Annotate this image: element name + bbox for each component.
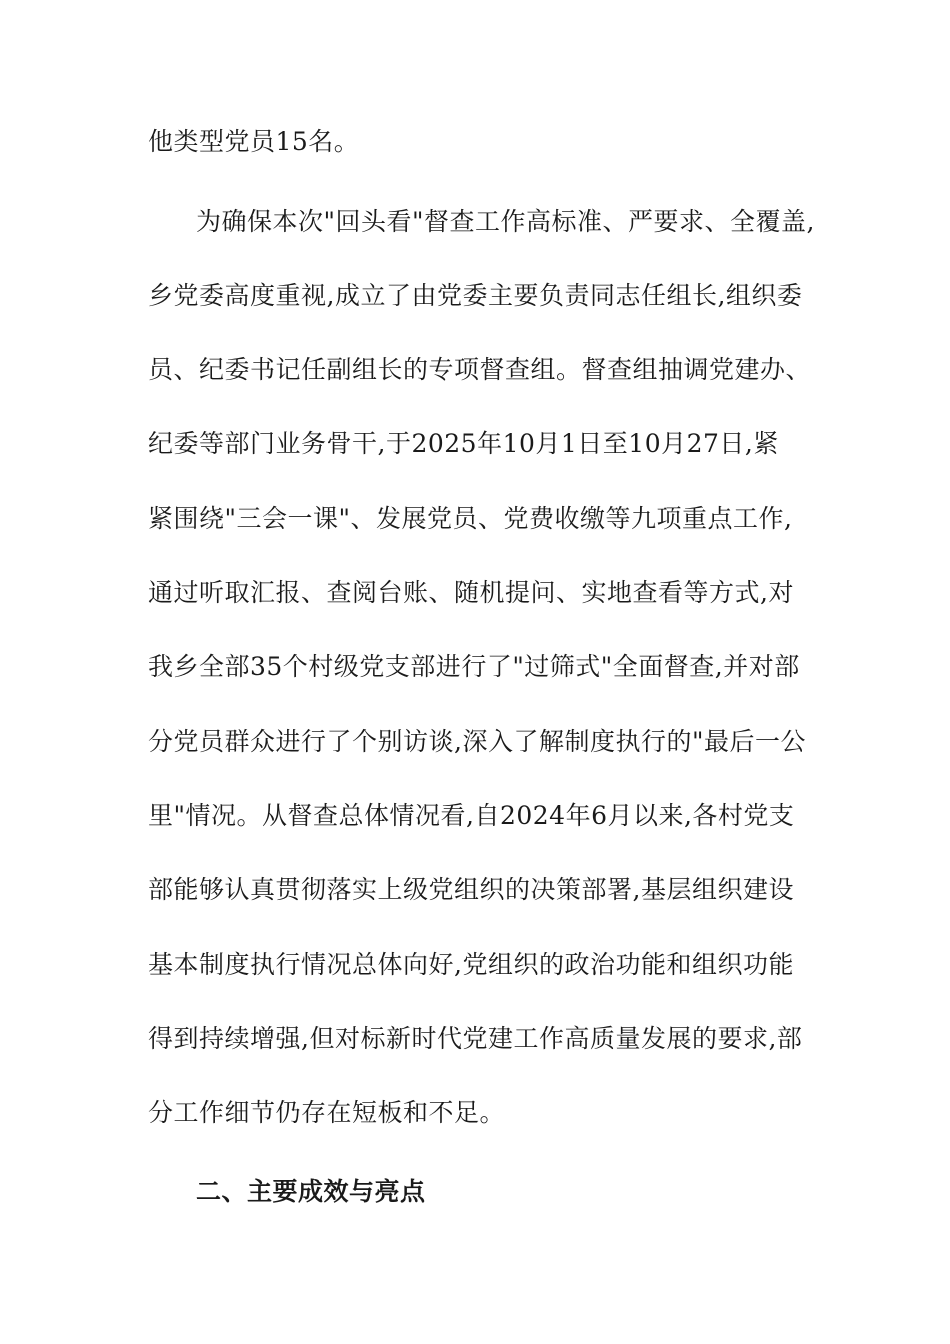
body-text-line: 我乡全部35个村级党支部进行了"过筛式"全面督查,并对部 <box>148 652 800 681</box>
body-text-line: 紧围绕"三会一课"、发展党员、党费收缴等九项重点工作, <box>148 504 793 533</box>
body-text-line: 他类型党员15名。 <box>148 127 360 156</box>
body-text-line: 乡党委高度重视,成立了由党委主要负责同志任组长,组织委 <box>148 281 803 310</box>
body-text-line: 通过听取汇报、查阅台账、随机提问、实地查看等方式,对 <box>148 578 794 607</box>
body-text-line: 得到持续增强,但对标新时代党建工作高质量发展的要求,部 <box>148 1024 803 1053</box>
body-text-line: 员、纪委书记任副组长的专项督查组。督查组抽调党建办、 <box>148 355 812 384</box>
section-heading: 二、主要成效与亮点 <box>196 1177 426 1206</box>
body-text-line: 部能够认真贯彻落实上级党组织的决策部署,基层组织建设 <box>148 875 794 904</box>
paragraph-first-line: 为确保本次"回头看"督查工作高标准、严要求、全覆盖, <box>196 207 815 236</box>
body-text-line: 分工作细节仍存在短板和不足。 <box>148 1098 506 1127</box>
body-text-line: 纪委等部门业务骨干,于2025年10月1日至10月27日,紧 <box>148 429 779 458</box>
body-text-line: 分党员群众进行了个别访谈,深入了解制度执行的"最后一公 <box>148 727 806 756</box>
body-text-line: 基本制度执行情况总体向好,党组织的政治功能和组织功能 <box>148 950 794 979</box>
body-text-line: 里"情况。从督查总体情况看,自2024年6月以来,各村党支 <box>148 801 795 830</box>
